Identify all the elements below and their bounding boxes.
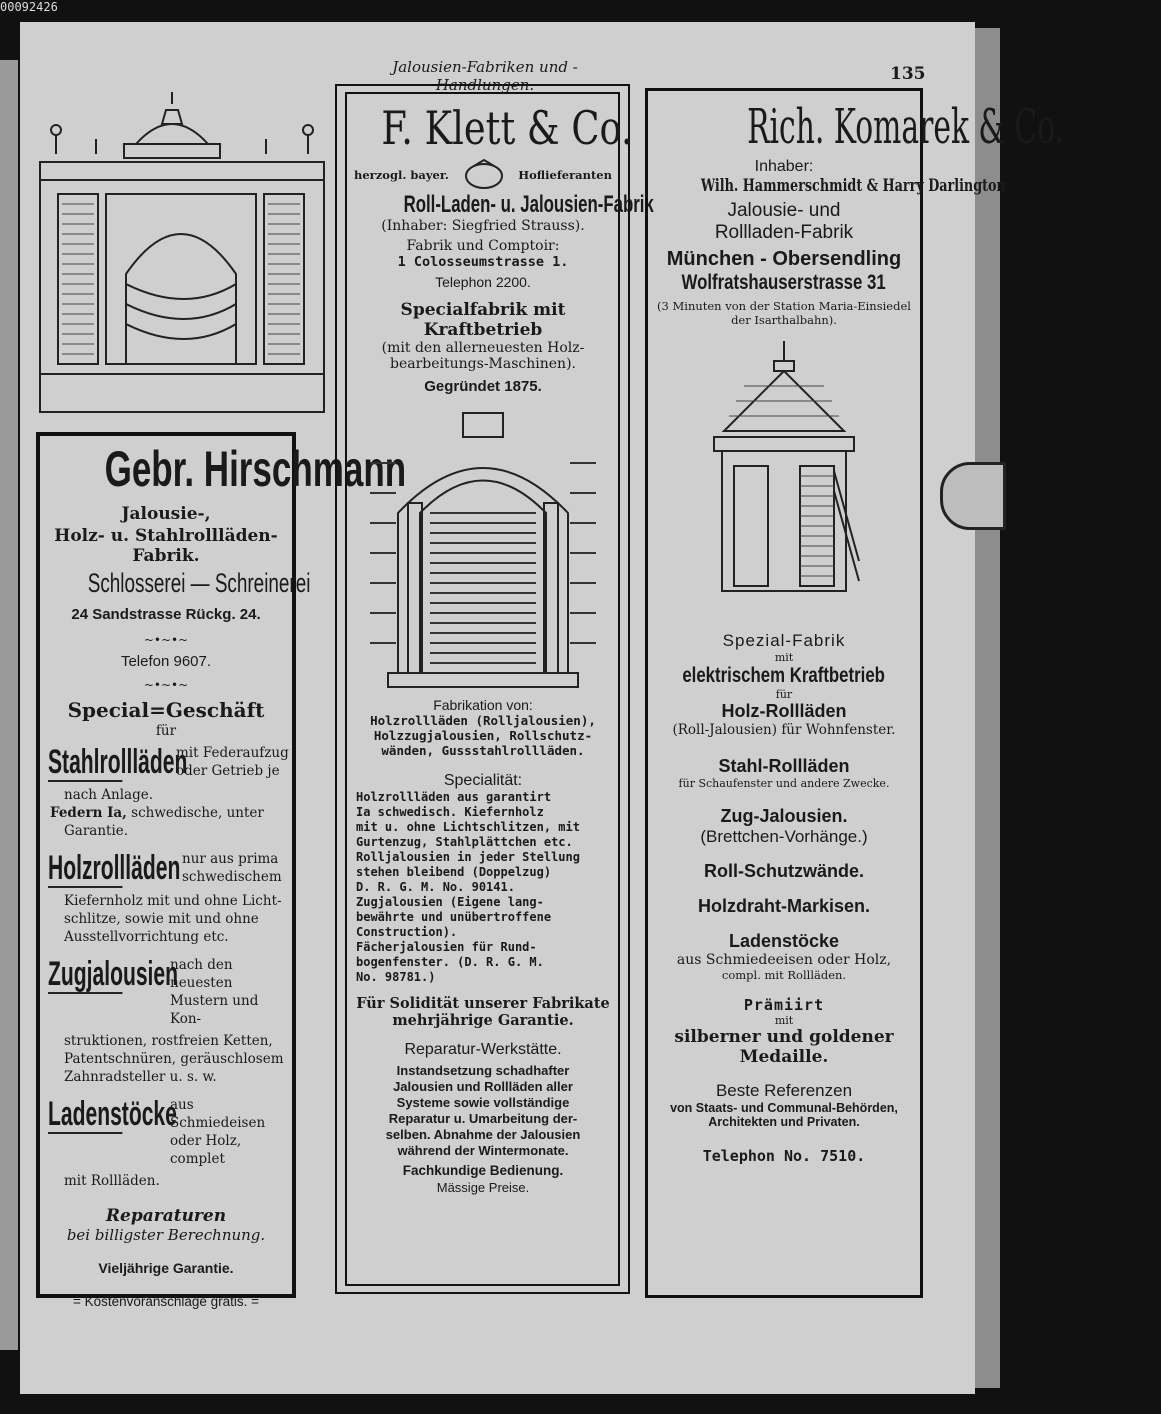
klett-window-illustration — [368, 403, 598, 693]
hirschmann-s3-a: nach den neuesten — [170, 957, 233, 991]
klett-machines-2: bearbeitungs-Maschinen). — [390, 356, 576, 372]
komarek-item6: Ladenstöcke — [728, 931, 840, 951]
klett-name: F. Klett & Co. — [381, 101, 633, 155]
klett-f2: Holzzugjalousien, Rollschutz- — [373, 728, 593, 743]
hirschmann-repairs: Reparaturen — [105, 1206, 227, 1226]
komarek-item6-sub: aus Schmiedeeisen oder Holz, — [676, 952, 892, 968]
komarek-spez: Spezial-Fabrik — [722, 631, 846, 650]
klett-p7: D. R. G. M. No. 90141. — [356, 880, 515, 894]
hirschmann-s1-title: Stahlrollläden — [48, 743, 188, 781]
klett-r1: Instandsetzung schadhafter — [396, 1063, 570, 1078]
hirschmann-s4-title: Ladenstöcke — [48, 1095, 177, 1133]
klett-p4: Gurtenzug, Stahlplättchen etc. — [356, 835, 573, 849]
hirschmann-s4-b: oder Holz, complet — [170, 1133, 242, 1167]
komarek-elec: elektrischem Kraftbetrieb — [682, 664, 886, 687]
hirschmann-name: Gebr. Hirschmann — [104, 441, 407, 497]
hirschmann-estimates: Kostenvoranschläge gratis. — [84, 1294, 248, 1309]
hirschmann-repairs-cost: bei billigster Berechnung. — [66, 1226, 266, 1244]
hirschmann-s3-e: Zahnradsteller u. s. w. — [64, 1069, 217, 1085]
klett-r2: Jalousien und Rollläden aller — [393, 1079, 573, 1094]
komarek-dist-2: der Isarthalbahn). — [731, 313, 837, 327]
hirschmann-guarantee: Vieljährige Garantie. — [98, 1260, 234, 1276]
klett-fab: Fabrik und Comptoir: — [406, 238, 560, 254]
hirschmann-line3: Schlosserei — Schreinerei — [87, 568, 311, 598]
klett-speciality: Specialität: — [443, 772, 523, 789]
hirschmann-s4-a: aus Schmiedeisen — [170, 1097, 266, 1131]
hirschmann-s4-c: mit Rollläden. — [64, 1173, 160, 1189]
page-number: 135 — [890, 64, 926, 84]
komarek-item6-sub2: compl. mit Rollläden. — [721, 968, 847, 982]
klett-p10: Construction). — [356, 925, 458, 939]
klett-fabrication: Fabrikation von: — [433, 697, 533, 713]
klett-ad — [350, 98, 654, 1195]
komarek-prod-1: Jalousie- und — [727, 200, 841, 221]
hirschmann-s2-a: nur aus prima — [182, 851, 279, 867]
scan-stamp: 00092426 — [0, 0, 58, 14]
hirschmann-window-illustration — [36, 84, 328, 416]
klett-p6: stehen bleibend (Doppelzug) — [356, 865, 552, 879]
klett-p2: Ia schwedisch. Kiefernholz — [356, 805, 544, 819]
running-header: Jalousien-Fabriken und -Handlungen. — [392, 58, 578, 94]
page-stack-edge — [975, 28, 1000, 1388]
klett-expert: Fachkundige Bedienung. — [402, 1163, 564, 1178]
klett-f3: wänden, Gussstahlrollläden. — [381, 743, 585, 758]
klett-p1: Holzrollläden aus garantirt — [356, 790, 552, 804]
hirschmann-ad: Gebr. Hirschmann Jalousie-, Holz- u. Stahlrollläden-Fabrik. Schlosserei — Schreinerei 24 Sandstrasse Rückg. 24. ~•~•~ Telefon 9607. ~•~•~ Special=Geschäft für Stahlrollläden mit Federaufzug oder Getrieb je nach Anlage. Federn Ia, schwedische, unter Garantie. Holzrollläden nur aus prima schwedischem Kiefernholz mit und ohne Licht- schlitze, sowie mit und ohne Ausstellvorrichtung etc. Zugjalousien nach den neuesten Mustern und Kon- struktionen, rostfreien Ketten, Patentschnüren, geräuschlosem Zahnradsteller u. s. w. Ladenstöcke aus Schmiedeisen oder Holz, complet mit Rollläden. Reparaturen bei billigster Berechnung. Vieljährige Garantie. = Kostenvoranschläge gratis. = — [40, 440, 292, 1309]
klett-p9: bewährte und unübertroffene — [356, 910, 552, 924]
hirschmann-s1-f: Garantie. — [64, 823, 129, 839]
hirschmann-s3-c: struktionen, rostfreien Ketten, — [64, 1033, 273, 1049]
komarek-item1-sub: (Roll-Jalousien) für Wohnfenster. — [672, 722, 896, 738]
hirschmann-s3-title: Zugjalousien — [48, 955, 179, 993]
komarek-owners: Wilh. Hammerschmidt & Harry Darlington — [700, 176, 1006, 196]
hirschmann-s1-b: oder Getrieb je — [176, 763, 280, 779]
komarek-medal: silberner und goldener Medaille. — [674, 1027, 894, 1067]
klett-royal-a: herzogl. bayer. — [354, 168, 449, 182]
hirschmann-address: 24 Sandstrasse Rückg. 24. — [71, 606, 261, 623]
klett-r4: Reparatur u. Umarbeitung der- — [388, 1111, 578, 1126]
komarek-ref-1: von Staats- und Communal-Behörden, — [670, 1101, 898, 1115]
komarek-award: Prämiirt — [743, 996, 825, 1014]
komarek-phone: Telephon No. 7510. — [702, 1147, 866, 1165]
hirschmann-s2-b: schwedischem — [182, 869, 282, 885]
klett-f1: Holzrollläden (Rolljalousien), — [370, 713, 596, 728]
hirschmann-s3-b: Mustern und Kon- — [170, 993, 259, 1027]
hirschmann-s3-d: Patentschnüren, geräuschlosem — [64, 1051, 284, 1067]
klett-p11: Fächerjalousien für Rund- — [356, 940, 537, 954]
klett-royal-b: Hoflieferanten — [518, 168, 612, 182]
klett-repair: Reparatur-Werkstätte. — [404, 1041, 562, 1058]
komarek-owner-label: Inhaber: — [754, 158, 814, 175]
klett-p12: bogenfenster. (D. R. G. M. — [356, 955, 544, 969]
hirschmann-s2-d: schlitze, sowie mit und ohne — [64, 911, 259, 927]
klett-r5: selben. Abnahme der Jalousien — [385, 1127, 581, 1142]
klett-solidity-1: Für Solidität unserer Fabrikate — [356, 995, 610, 1012]
klett-p3: mit u. ohne Lichtschlitzen, mit — [356, 820, 580, 834]
hirschmann-fuer: für — [155, 723, 177, 739]
hirschmann-line2: Holz- u. Stahlrollläden-Fabrik. — [54, 526, 278, 566]
klett-p8: Zugjalousien (Eigene lang- — [356, 895, 544, 909]
klett-address: 1 Colosseumstrasse 1. — [397, 254, 569, 270]
komarek-ad — [650, 96, 1065, 1165]
hirschmann-s1-e: schwedische, unter — [131, 805, 264, 821]
hirschmann-s1-a: mit Federaufzug — [176, 745, 289, 761]
komarek-item1: Holz-Rollläden — [721, 701, 847, 721]
komarek-item2-sub: für Schaufenster und andere Zwecke. — [678, 777, 890, 790]
hirschmann-special: Special=Geschäft — [67, 698, 265, 722]
klett-founded: Gegründet 1875. — [424, 378, 542, 395]
komarek-name: Rich. Komarek & Co. — [747, 99, 1065, 155]
coat-of-arms-icon — [459, 160, 509, 190]
komarek-street: Wolfratshauserstrasse 31 — [681, 271, 887, 294]
klett-prices: Mässige Preise. — [436, 1180, 530, 1195]
klett-r3: Systeme sowie vollständige — [396, 1095, 570, 1110]
hirschmann-s2-title: Holzrollläden — [48, 849, 181, 887]
komarek-pavilion-illustration — [704, 341, 864, 611]
paper-clip — [940, 462, 1006, 530]
komarek-references: Beste Referenzen — [715, 1081, 853, 1100]
klett-solidity-2: mehrjährige Garantie. — [392, 1012, 574, 1029]
klett-r6: während der Wintermonate. — [397, 1143, 569, 1158]
hirschmann-s1-c: nach Anlage. — [64, 787, 154, 803]
komarek-item3: Zug-Jalousien. — [720, 806, 848, 826]
komarek-item4: Roll-Schutzwände. — [703, 861, 864, 881]
komarek-item2: Stahl-Rollläden — [718, 756, 850, 776]
komarek-item3-sub: (Brettchen-Vorhänge.) — [700, 827, 868, 846]
hirschmann-s2-c: Kiefernholz mit und ohne Licht- — [64, 893, 282, 909]
hirschmann-s1-d: Federn Ia, — [50, 805, 127, 821]
komarek-fuer: für — [775, 688, 793, 701]
komarek-item5: Holzdraht-Markisen. — [697, 896, 871, 916]
klett-product: Roll-Laden- u. Jalousien-Fabrik — [403, 191, 654, 218]
komarek-prod-2: Rollladen-Fabrik — [714, 222, 854, 243]
hirschmann-s2-e: Ausstellvorrichtung etc. — [64, 929, 229, 945]
klett-p13: No. 98781.) — [356, 970, 436, 984]
klett-machines-1: (mit den allerneuesten Holz- — [381, 340, 585, 356]
komarek-award-mit: mit — [774, 1014, 794, 1027]
komarek-dist-1: (3 Minuten von der Station Maria-Einsiedel — [657, 299, 911, 313]
hirschmann-phone: Telefon 9607. — [120, 653, 212, 670]
komarek-mit: mit — [774, 651, 794, 664]
hirschmann-line1: Jalousie-, — [121, 504, 211, 524]
previous-page-edge — [0, 60, 18, 1350]
klett-p5: Rolljalousien in jeder Stellung — [356, 850, 580, 864]
klett-owner: (Inhaber: Siegfried Strauss). — [381, 218, 585, 234]
komarek-city: München - Obersendling — [666, 248, 902, 270]
komarek-ref-2: Architekten und Privaten. — [708, 1115, 860, 1129]
klett-phone: Telephon 2200. — [435, 274, 531, 290]
klett-special: Specialfabrik mit Kraftbetrieb — [400, 300, 566, 340]
